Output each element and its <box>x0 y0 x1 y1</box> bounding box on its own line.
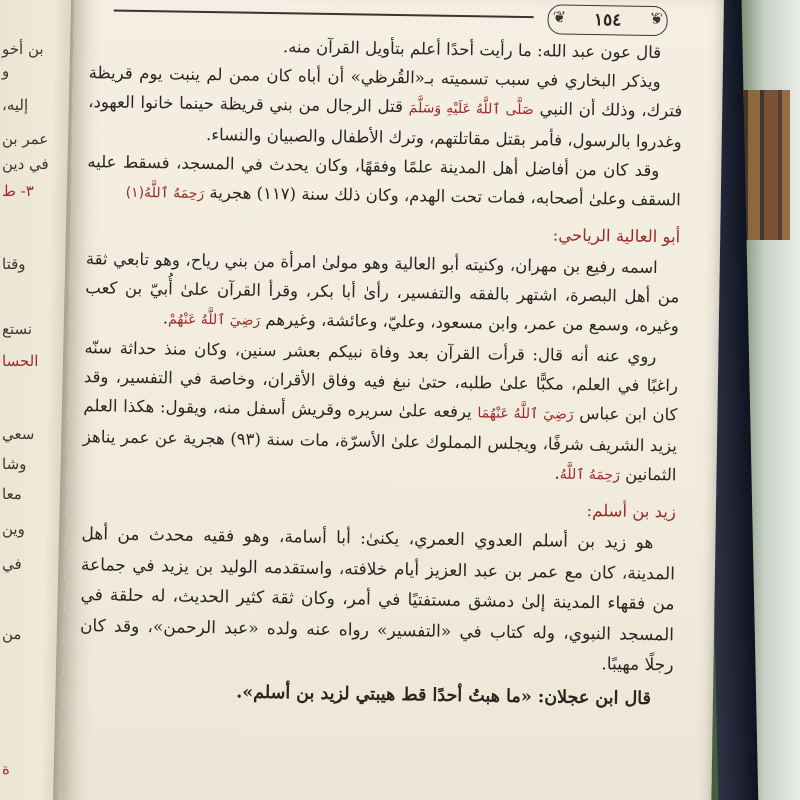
paragraph: هو زيد بن أسلم العدوي العمري، يكنىٰ: أبا أسامة، وهو فقيه محدث من أهل المدينة، كان مع عمر بن عبد العزيز أيام خلافته، واستقدمه الوليد بن يزيد في جماعة من فقهاء المدينة إلىٰ دمشق مستفتيًا في أمر، وكان ثقة كثير الحديث، له حلقة في المسجد النبوي، وله كتاب في «التفسير» رواه عنه ولده «عبد الرحمن»، وقد كان رجلًا مهيبًا. <box>79 524 676 676</box>
left-fragment: سعي <box>2 425 35 443</box>
left-fragment: في دين <box>2 155 49 173</box>
paragraph: قال عون عبد الله: ما رأيت أحدًا أعلم بتأويل القرآن منه. <box>282 37 662 63</box>
text-run: يرفعه علىٰ سريره وقريش أسفل منه، ويقول: هكذا العلم يزيد الشريف شرفًا، ويجلس المملوك علىٰ الأسرّة، مات سنة (٩٣) هجرية عن عمر يناهز الثمانين <box>82 396 678 485</box>
text-run: قتل الرجال من بني قريظة حينما خانوا العهود، <box>88 92 404 117</box>
left-fragment: نستع <box>2 320 33 338</box>
page-number-ornament <box>547 4 667 36</box>
honorific-mark: صَلَّى ٱللَّهُ عَلَيْهِ وَسَلَّمَ <box>408 100 534 119</box>
honorific-mark: رَحِمَهُ ٱللَّهُ <box>143 185 205 202</box>
section-heading: أبو العالية الرياحي: <box>552 225 681 247</box>
left-fragment: وين <box>2 520 25 538</box>
left-fragment: معا <box>2 485 22 503</box>
honorific-mark: رَضِيَ ٱللَّهُ عَنْهُمَا <box>477 405 574 423</box>
left-fragment: وشا <box>2 455 27 473</box>
paragraph <box>87 147 682 216</box>
text-run: اسمه رفيع بن مهران، وكنيته أبو العالية وهو مولىٰ امرأة من بني رياح، وهو تابعي ثقة من أهل البصرة، اشتهر بالفقه والتفسير، رأىٰ أبا بكر، وقرأ القرآن علىٰ أُبيّ بن كعب وغيره، وسمع من عمر، وابن مسعود، وعليّ، وعائشة، وغيرهم <box>85 249 680 336</box>
left-fragment: الحسا <box>2 352 39 370</box>
paragraph <box>88 58 683 156</box>
text-run: روي عنه أنه قال: قرأت القرآن بعد وفاة نبيكم بعشر سنين، وكان منذ حداثة سنّه راغبًا في العلم، مكبًّا علىٰ طلبه، حتىٰ نبغ فيه وفاق الأقران، وخاصة في التفسير، وقد كان ابن عباس <box>83 338 679 425</box>
left-fragment: ة <box>2 760 10 778</box>
left-fragment: وقتا <box>2 255 26 273</box>
left-fragment: و <box>2 62 10 80</box>
left-fragment: بن أخو <box>2 40 44 58</box>
right-page <box>61 0 724 800</box>
page-number: ❦ ١٥٤ <box>593 10 622 31</box>
text-run: وقد كان من أفاضل أهل المدينة علمًا وفقهًا، وكان يحدث في المسجد، فسقط عليه <box>87 152 660 181</box>
paragraph: روي عنه أنه قال: قرأت القرآن بعد وفاة نبيكم بعشر سنين، وكان منذ حداثة سنّه راغبًا في العلم، مكبًّا علىٰ طلبه، حتىٰ نبغ فيه وفاق الأقران، وخاصة في التفسير، وقد كان ابن عباس رَضِيَ ٱللَّهُ عَنْهُمَا يرفعه علىٰ سريره وقريش أسفل منه، ويقول: هكذا العلم يزيد الشريف شرفًا، ويجلس المملوك علىٰ الأسرّة، مات سنة (٩٣) هجرية عن عمر يناهز الثمانين رَحِمَهُ ٱللَّهُ. <box>82 338 679 485</box>
paragraph: اسمه رفيع بن مهران، وكنيته أبو العالية وهو مولىٰ امرأة من بني رياح، وهو تابعي ثقة من أهل البصرة، اشتهر بالفقه والتفسير، رأىٰ أبا بكر، وقرأ القرآن علىٰ أُبيّ بن كعب وغيره، وسمع من عمر، وابن مسعود، وعليّ، وعائشة، وغيرهم رَضِيَ ٱللَّهُ عَنْهُمْ. <box>85 249 680 336</box>
page-body <box>79 29 684 714</box>
honorific-mark: رَحِمَهُ ٱللَّهُ <box>559 466 621 484</box>
text-run: السقف وعلىٰ أصحابه، فمات تحت الهدم، وكان ذلك سنة (١١٧) هجرية <box>209 183 681 210</box>
left-fragment: ٣- ط <box>2 182 34 200</box>
text-run: وغدروا بالرسول، فأمر بقتل مقاتلتهم، وترك الأطفال والصبيان والنساء. <box>205 124 682 152</box>
footnote-marker: (١) <box>125 184 145 202</box>
left-fragment: إليه، <box>2 96 29 114</box>
text-run: فترك، وذلك أن النبي <box>539 99 683 121</box>
quote: قال ابن عجلان: «ما هبتُ أحدًا قط هيبتي لزيد بن أسلم». <box>236 682 652 709</box>
honorific-mark: رَضِيَ ٱللَّهُ عَنْهُمْ <box>167 311 261 329</box>
header-rule <box>114 10 534 19</box>
text-run: ويذكر البخاري في سبب تسميته بـ«القُرظي» أن أباه كان ممن لم ينبت يوم قريظة <box>88 63 661 92</box>
left-fragment: عمر بن <box>2 130 49 148</box>
left-fragment: من <box>2 625 22 643</box>
left-fragment: في <box>2 555 22 573</box>
section-heading: زيد بن أسلم: <box>586 501 677 522</box>
